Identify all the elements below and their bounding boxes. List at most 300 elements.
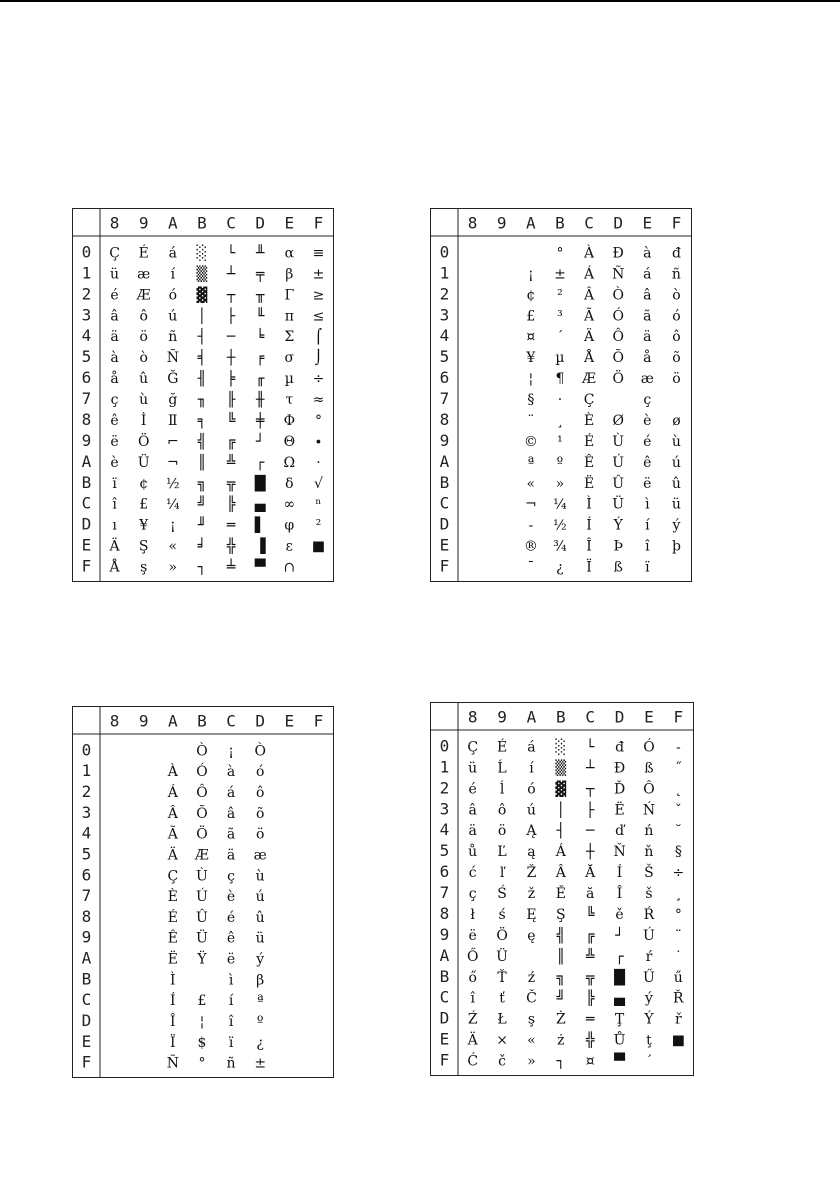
- column-header: E: [644, 707, 654, 727]
- char-cell: í: [645, 517, 650, 534]
- char-cell: ü: [671, 496, 681, 513]
- char-cell: ë: [226, 951, 236, 968]
- row-header: E: [81, 535, 92, 555]
- char-cell: ê: [226, 930, 236, 947]
- row-header: 2: [439, 284, 450, 304]
- char-cell: ň: [644, 844, 654, 861]
- char-cell: ž: [527, 886, 536, 903]
- char-cell: á: [527, 739, 536, 756]
- row-header: 8: [81, 409, 92, 429]
- char-cell: Á: [555, 844, 566, 861]
- table-top-right-grid: [431, 209, 691, 581]
- char-cell: î: [470, 990, 475, 1007]
- char-cell: Á: [584, 266, 595, 283]
- column-header: E: [284, 711, 295, 731]
- char-cell: è: [643, 412, 652, 429]
- char-cell: ³: [557, 308, 563, 325]
- char-cell: è: [110, 454, 119, 471]
- char-cell: °: [198, 1055, 206, 1072]
- char-cell: ┤: [197, 329, 207, 346]
- row-header: 9: [81, 927, 92, 947]
- char-cell: â: [643, 287, 652, 304]
- char-cell: ┬: [585, 781, 595, 798]
- char-cell: û: [139, 371, 149, 388]
- char-cell: ş: [527, 1011, 536, 1028]
- char-cell: Â: [167, 805, 178, 822]
- char-cell: ú: [671, 454, 681, 471]
- char-cell: ²: [557, 287, 563, 304]
- char-cell: ę: [527, 927, 536, 944]
- char-cell: ó: [255, 764, 265, 781]
- char-cell: ö: [672, 371, 681, 388]
- char-cell: ╗: [556, 969, 566, 986]
- char-cell: Ï: [586, 559, 592, 576]
- char-cell: ¶: [555, 371, 565, 388]
- char-cell: É: [496, 739, 508, 756]
- table-top-right: [430, 208, 692, 582]
- char-cell: £: [526, 308, 536, 325]
- char-cell: «: [527, 1032, 536, 1049]
- char-cell: Ş: [138, 538, 149, 555]
- char-cell: ▐: [254, 538, 266, 555]
- char-cell: ª: [527, 454, 535, 471]
- row-header: A: [81, 948, 92, 968]
- char-cell: ł: [470, 906, 475, 923]
- char-cell: ╣: [556, 927, 566, 944]
- char-cell: Â: [555, 865, 566, 882]
- char-cell: ľ: [499, 865, 505, 882]
- char-cell: ô: [497, 802, 507, 819]
- char-cell: Č: [526, 990, 537, 1007]
- char-cell: Ó: [196, 764, 208, 781]
- row-header: 3: [439, 799, 450, 819]
- char-cell: Ü: [196, 930, 208, 947]
- char-cell: ë: [110, 433, 119, 450]
- char-cell: Ò: [254, 743, 266, 760]
- char-cell: Û: [196, 909, 208, 926]
- char-cell: ╓: [255, 371, 265, 388]
- char-cell: °: [556, 245, 564, 262]
- char-cell: ╠: [585, 990, 595, 1007]
- char-cell: µ: [555, 350, 565, 367]
- char-cell: û: [671, 475, 681, 492]
- char-cell: ∞: [283, 496, 296, 513]
- char-cell: Σ: [284, 329, 295, 346]
- char-cell: §: [674, 844, 682, 861]
- char-cell: ¹: [557, 433, 563, 450]
- char-cell: Ö: [196, 826, 208, 843]
- char-cell: ≈: [312, 392, 325, 409]
- char-cell: Ő: [466, 948, 479, 965]
- char-cell: ║: [556, 948, 566, 965]
- char-cell: ä: [226, 847, 236, 864]
- char-cell: ¡: [527, 266, 534, 283]
- row-header: D: [439, 514, 450, 534]
- char-cell: π: [284, 308, 294, 325]
- char-cell: ê: [110, 412, 119, 429]
- column-header: D: [613, 213, 624, 233]
- char-cell: ╝: [556, 990, 566, 1007]
- char-cell: ê: [643, 454, 652, 471]
- char-cell: ┬: [226, 287, 236, 304]
- char-cell: Â: [584, 287, 595, 304]
- char-cell: °: [674, 906, 682, 923]
- char-cell: Ň: [613, 844, 626, 861]
- row-header: 3: [81, 305, 92, 325]
- char-cell: é: [110, 287, 119, 304]
- char-cell: Ì: [170, 972, 176, 989]
- char-cell: Ö: [137, 433, 150, 450]
- char-cell: ®: [523, 538, 538, 555]
- char-cell: █: [614, 969, 625, 986]
- char-cell: ╩: [226, 454, 236, 471]
- char-cell: ┘: [255, 433, 265, 450]
- column-header: B: [555, 213, 565, 233]
- char-cell: Ę: [526, 906, 537, 923]
- char-cell: ô: [672, 329, 681, 346]
- char-cell: ╔: [585, 927, 595, 944]
- char-cell: Ü: [137, 454, 150, 471]
- char-cell: ╦: [226, 475, 236, 492]
- char-cell: ≥: [312, 287, 325, 304]
- char-cell: ▒: [196, 266, 208, 283]
- char-cell: ⌐: [166, 433, 179, 450]
- char-cell: Í: [586, 517, 592, 534]
- row-header: A: [81, 451, 92, 471]
- row-header: B: [439, 966, 450, 986]
- char-cell: Ľ: [497, 844, 507, 861]
- char-cell: ┼: [226, 350, 236, 367]
- row-header: 3: [439, 305, 450, 325]
- char-cell: ï: [645, 559, 650, 576]
- char-cell: ═: [585, 1011, 595, 1028]
- row-header: 0: [439, 242, 450, 262]
- char-cell: ż: [557, 1032, 565, 1049]
- char-cell: Î: [586, 538, 592, 555]
- char-cell: ¨: [527, 412, 535, 429]
- char-cell: ç: [468, 886, 477, 903]
- char-cell: Ź: [467, 1011, 478, 1028]
- char-cell: ∙: [315, 433, 322, 450]
- row-header: 6: [81, 368, 92, 388]
- char-cell: µ: [284, 371, 294, 388]
- column-header: A: [526, 707, 537, 727]
- char-cell: ▄: [254, 496, 266, 513]
- column-header: 9: [138, 711, 149, 731]
- char-cell: é: [226, 909, 236, 926]
- row-header: 4: [439, 326, 450, 346]
- char-cell: ˇ: [674, 802, 682, 819]
- char-cell: ú: [255, 889, 265, 906]
- char-cell: ╔: [226, 433, 236, 450]
- char-cell: │: [556, 802, 566, 819]
- char-cell: Θ: [283, 433, 296, 450]
- char-cell: É: [583, 433, 595, 450]
- row-header: 2: [81, 782, 92, 802]
- char-cell: ⌡: [314, 350, 323, 367]
- char-cell: Ô: [196, 785, 208, 802]
- char-cell: ┌: [255, 454, 265, 471]
- char-cell: ┘: [615, 927, 624, 944]
- char-cell: ≤: [312, 308, 325, 325]
- char-cell: ±: [254, 1055, 267, 1072]
- char-cell: ì: [645, 496, 650, 513]
- char-cell: ú: [168, 308, 178, 325]
- char-cell: Ä: [584, 329, 595, 346]
- char-cell: ╜: [197, 517, 207, 534]
- char-cell: ┐: [197, 559, 207, 576]
- char-cell: └: [585, 739, 595, 756]
- char-cell: ¼: [553, 496, 567, 513]
- row-header: F: [439, 1050, 450, 1070]
- char-cell: ñ: [226, 1055, 236, 1072]
- row-header: 0: [81, 242, 92, 262]
- row-header: 6: [439, 862, 450, 882]
- char-cell: σ: [284, 350, 295, 367]
- char-cell: ▓: [555, 781, 567, 798]
- char-cell: ţ: [646, 1032, 652, 1049]
- char-cell: ˙: [674, 948, 682, 965]
- char-cell: č: [498, 1053, 506, 1070]
- char-cell: å: [110, 371, 119, 388]
- row-header: D: [81, 1010, 92, 1030]
- row-header: E: [439, 535, 450, 555]
- char-cell: Ă: [585, 865, 596, 882]
- char-cell: ú: [526, 802, 536, 819]
- row-header: B: [439, 472, 450, 492]
- column-header: 8: [467, 707, 478, 727]
- char-cell: Ű: [643, 969, 655, 986]
- char-cell: ■: [311, 538, 326, 555]
- char-cell: Ř: [673, 990, 684, 1007]
- char-cell: ≡: [312, 245, 325, 262]
- char-cell: β: [256, 972, 265, 989]
- char-cell: Ú: [643, 927, 655, 944]
- row-header: B: [81, 472, 92, 492]
- char-cell: ╘: [255, 329, 265, 346]
- row-header: 8: [81, 906, 92, 926]
- char-cell: β: [285, 266, 294, 283]
- char-cell: ç: [643, 392, 652, 409]
- char-cell: Ď: [613, 781, 626, 798]
- char-cell: ¥: [139, 517, 149, 534]
- row-header: B: [81, 969, 92, 989]
- char-cell: ·: [557, 392, 563, 409]
- column-header: 8: [109, 711, 120, 731]
- char-cell: Ž: [526, 865, 537, 882]
- char-cell: ă: [586, 886, 595, 903]
- char-cell: ¤: [585, 1053, 595, 1070]
- char-cell: -: [675, 739, 681, 756]
- char-cell: Ń: [642, 802, 656, 819]
- char-cell: â: [110, 308, 119, 325]
- row-header: D: [81, 514, 92, 534]
- char-cell: ù: [255, 868, 265, 885]
- char-cell: √: [313, 475, 323, 492]
- char-cell: ç: [110, 392, 119, 409]
- column-header: C: [226, 213, 236, 233]
- char-cell: ═: [226, 517, 236, 534]
- char-cell: æ: [253, 847, 267, 864]
- char-cell: ó: [168, 287, 178, 304]
- char-cell: ÷: [672, 865, 685, 882]
- char-cell: ˘: [674, 823, 682, 840]
- char-cell: ù: [139, 392, 149, 409]
- char-cell: §: [527, 392, 535, 409]
- char-cell: đ: [671, 245, 681, 262]
- char-cell: ╒: [255, 350, 265, 367]
- char-cell: Ů: [613, 1032, 626, 1049]
- char-cell: Ć: [467, 1053, 479, 1070]
- column-header: 8: [109, 213, 120, 233]
- char-cell: ì: [228, 972, 234, 989]
- char-cell: Î: [616, 886, 623, 903]
- char-cell: È: [583, 412, 595, 429]
- char-cell: Ô: [612, 329, 624, 346]
- char-cell: á: [168, 245, 177, 262]
- char-cell: Ş: [556, 906, 566, 923]
- char-cell: Ü: [612, 496, 625, 513]
- column-header: A: [167, 711, 178, 731]
- char-cell: ▀: [614, 1053, 625, 1070]
- row-header: C: [81, 990, 92, 1010]
- char-cell: à: [110, 350, 119, 367]
- char-cell: ¢: [139, 475, 149, 492]
- char-cell: ë: [643, 475, 652, 492]
- row-header: 9: [81, 430, 92, 450]
- char-cell: ¥: [526, 350, 536, 367]
- char-cell: ª: [256, 993, 264, 1010]
- char-cell: ┤: [556, 823, 566, 840]
- column-header: F: [313, 711, 324, 731]
- char-cell: Á: [167, 785, 178, 802]
- char-cell: Ö: [612, 371, 624, 388]
- char-cell: Ü: [496, 948, 508, 965]
- char-cell: ±: [554, 266, 566, 283]
- char-cell: ½: [166, 475, 180, 492]
- char-cell: ╬: [226, 538, 236, 555]
- char-cell: ö: [497, 823, 507, 840]
- char-cell: Ą: [526, 823, 537, 840]
- table-bottom-right: [430, 702, 694, 1076]
- char-cell: ╥: [255, 287, 265, 304]
- char-cell: ┴: [585, 760, 595, 777]
- char-cell: ¢: [526, 287, 536, 304]
- row-header: F: [81, 556, 92, 576]
- char-cell: ╤: [255, 266, 265, 283]
- column-header: B: [197, 711, 207, 731]
- column-header: 9: [496, 213, 507, 233]
- char-cell: »: [555, 475, 565, 492]
- char-cell: ║: [197, 454, 207, 471]
- char-cell: ε: [285, 538, 293, 555]
- char-cell: ğ: [168, 392, 178, 409]
- char-cell: Ś: [497, 886, 507, 903]
- char-cell: À: [167, 764, 178, 781]
- char-cell: ô: [139, 308, 148, 325]
- char-cell: ┼: [585, 844, 595, 861]
- char-cell: Æ: [194, 847, 209, 864]
- char-cell: ╝: [197, 496, 207, 513]
- char-cell: »: [527, 1053, 536, 1070]
- char-cell: ▓: [196, 287, 208, 304]
- char-cell: ∩: [283, 559, 296, 576]
- column-header: B: [555, 707, 566, 727]
- char-cell: ö: [139, 329, 148, 346]
- char-cell: ╚: [226, 412, 236, 429]
- char-cell: đ: [615, 739, 625, 756]
- char-cell: ş: [140, 559, 148, 576]
- char-cell: ç: [227, 868, 235, 885]
- char-cell: š: [645, 886, 653, 903]
- row-header: 7: [439, 883, 450, 903]
- column-header: F: [673, 707, 684, 727]
- char-cell: ¸: [556, 412, 564, 429]
- char-cell: Ù: [612, 433, 625, 450]
- column-header: E: [284, 213, 295, 233]
- char-cell: ╣: [197, 433, 207, 450]
- row-header: 4: [81, 326, 92, 346]
- char-cell: Ý: [613, 517, 623, 534]
- char-cell: Æ: [582, 371, 597, 388]
- top-rule: [0, 0, 840, 2]
- char-cell: Ñ: [612, 266, 625, 283]
- char-cell: ╞: [226, 371, 236, 388]
- char-cell: ı: [112, 517, 117, 534]
- char-cell: ã: [643, 308, 652, 325]
- row-header: 4: [81, 823, 92, 843]
- char-cell: Ð: [612, 245, 624, 262]
- char-cell: é: [643, 433, 652, 450]
- char-cell: ╡: [197, 350, 207, 367]
- char-cell: ű: [673, 969, 683, 986]
- char-cell: ·: [316, 454, 321, 471]
- char-cell: ¿: [556, 559, 564, 576]
- char-cell: ▄: [614, 990, 625, 1007]
- char-cell: Ù: [196, 868, 208, 885]
- char-cell: ─: [585, 823, 595, 840]
- char-cell: Í: [170, 993, 176, 1010]
- char-cell: ť: [499, 990, 505, 1007]
- char-cell: Û: [612, 475, 625, 492]
- row-header: D: [439, 1008, 450, 1028]
- char-cell: Ã: [584, 308, 595, 325]
- row-header: 0: [81, 740, 92, 760]
- char-cell: Õ: [196, 805, 208, 822]
- char-cell: Ì: [586, 496, 592, 513]
- char-cell: ├: [585, 802, 595, 819]
- char-cell: ▌: [254, 517, 266, 534]
- row-header: 6: [439, 368, 450, 388]
- char-cell: ˝: [674, 760, 682, 777]
- char-cell: ¾: [553, 538, 567, 555]
- char-cell: «: [168, 538, 178, 555]
- char-cell: ¸: [674, 886, 682, 903]
- row-header: C: [439, 493, 450, 513]
- row-header: 1: [81, 263, 92, 283]
- row-header: 2: [439, 778, 450, 798]
- char-cell: é: [468, 781, 477, 798]
- char-cell: ╛: [197, 538, 207, 555]
- char-cell: ř: [674, 1011, 682, 1028]
- char-cell: Ç: [109, 245, 120, 262]
- char-cell: Ě: [555, 886, 566, 903]
- char-cell: ø: [672, 412, 681, 429]
- char-cell: ╩: [585, 948, 595, 965]
- char-cell: └: [226, 245, 236, 262]
- char-cell: ˛: [674, 781, 682, 798]
- char-cell: Ó: [612, 308, 624, 325]
